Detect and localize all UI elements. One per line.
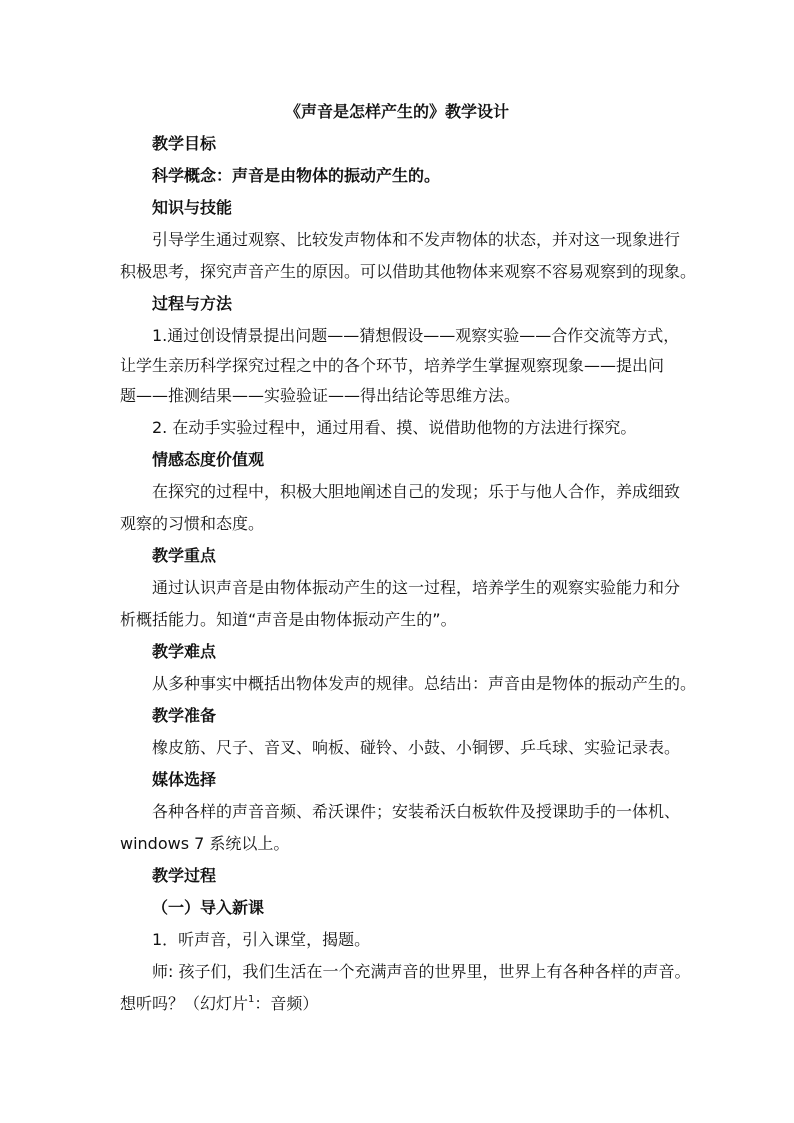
knowledge-line-1: 引导学生通过观察、比较发声物体和不发声物体的状态，并对这一现象进行 (152, 230, 681, 249)
science-concept: 科学概念：声音是由物体的振动产生的。 (152, 166, 441, 185)
process-line-2: 让学生亲历科学探究过程之中的各个环节，培养学生掌握观察现象——提出问 (120, 356, 665, 375)
teacher-line-2-end: ：音频） (254, 994, 319, 1013)
emotion-heading: 情感态度价值观 (152, 450, 265, 469)
process-line-1: 1.通过创设情景提出问题——猜想假设——观察实验——合作交流等方式， (152, 326, 680, 345)
process-line-3: 题——推测结果——实验验证——得出结论等思维方法。 (120, 386, 521, 405)
intro-heading: （一）导入新课 (152, 898, 265, 917)
media-line-1: 各种各样的声音音频、希沃课件；安装希沃白板软件及授课助手的一体机、 (152, 802, 681, 821)
process-line-4: 2. 在动手实验过程中，通过用看、摸、说借助他物的方法进行探究。 (152, 418, 637, 437)
teacher-line-2 (120, 992, 318, 1019)
knowledge-line-2: 积极思考，探究声音产生的原因。可以借助其他物体来观察不容易观察到的现象。 (120, 262, 697, 281)
difficulty-line-1: 从多种事实中概括出物体发声的规律。总结出：声音由是物体的振动产生的。 (152, 674, 697, 693)
teacher-line-1: 师: 孩子们，我们生活在一个充满声音的世界里，世界上有各种各样的声音。 (152, 962, 691, 981)
emotion-line-2: 观察的习惯和态度。 (120, 514, 265, 533)
key-line-1: 通过认识声音是由物体振动产生的这一过程，培养学生的观察实验能力和分 (152, 578, 681, 597)
key-line-2: 析概括能力。知道“声音是由物体振动产生的”。 (120, 610, 457, 629)
slide-number: 1 (248, 994, 255, 1005)
knowledge-heading: 知识与技能 (152, 198, 233, 217)
process-heading: 过程与方法 (152, 294, 233, 313)
objectives-heading: 教学目标 (152, 134, 217, 153)
difficulty-heading: 教学难点 (152, 642, 217, 661)
key-heading: 教学重点 (152, 546, 217, 565)
emotion-line-1: 在探究的过程中，积极大胆地阐述自己的发现；乐于与他人合作，养成细致 (152, 482, 681, 501)
media-line-2: windows 7 系统以上。 (120, 834, 290, 853)
media-heading: 媒体选择 (152, 770, 217, 789)
prep-line-1: 橡皮筋、尺子、音叉、响板、碰铃、小鼓、小铜锣、乒乓球、实验记录表。 (152, 738, 681, 757)
prep-heading: 教学准备 (152, 706, 217, 725)
teacher-line-2-start: 想听吗？（幻灯片 (120, 994, 249, 1013)
intro-step-1: 1．听声音，引入课堂，揭题。 (152, 930, 371, 949)
document-title: 《声音是怎样产生的》教学设计 (284, 102, 509, 121)
procedure-heading: 教学过程 (152, 866, 217, 885)
